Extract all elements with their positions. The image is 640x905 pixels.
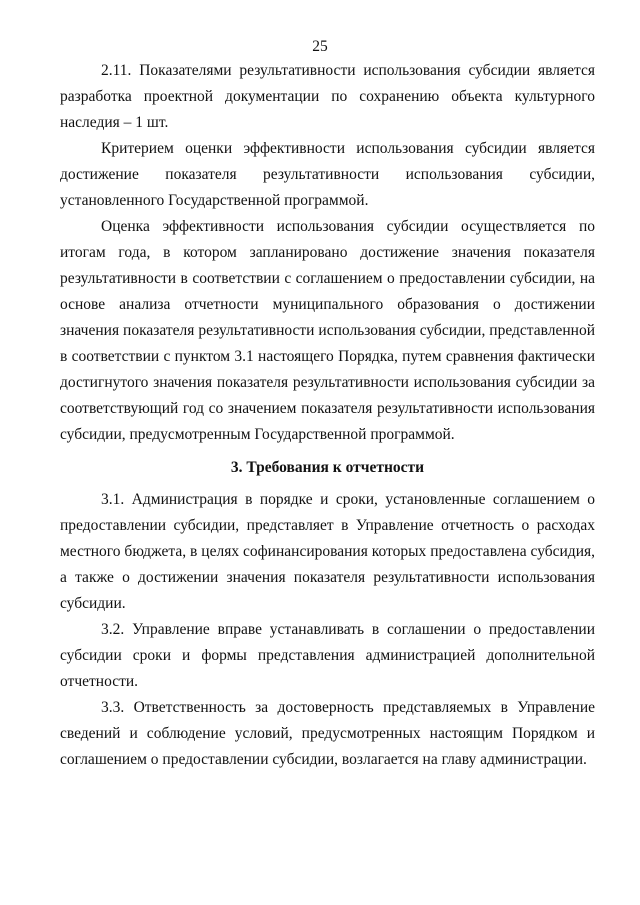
paragraph-evaluation-procedure: Оценка эффективности использования субсидии осуществляется по итогам года, в котором запланировано достижение значения показателя результативности в соответствии с соглашением о предоставлении субсидии, на основе анализа отчетности муниципального образования о достижении значения показателя результативности использования субсидии, представленной в соответствии с пунктом 3.1 настоящего Порядка, путем сравнения фактически достигнутого значения показателя результативности использования субсидии за соответствующий год со значением показателя результативности использования субсидии, предусмотренным Государственной программой. (60, 218, 595, 443)
paragraph-2-11: 2.11. Показателями результативности использования субсидии является разработка проектной документации по сохранению объекта культурного наследия – 1 шт. (60, 62, 595, 131)
page-number: 25 (312, 38, 328, 55)
paragraph-3-1: 3.1. Администрация в порядке и сроки, установленные соглашением о предоставлении субсидии, представляет в Управление отчетность о расходах местного бюджета, в целях софинансирования которых предоставлена субсидия, а также о достижении значения показателя результативности использования субсидии. (60, 491, 595, 612)
section-heading-reporting: 3. Требования к отчетности (230, 459, 425, 476)
paragraph-evaluation-criterion: Критерием оценки эффективности использования субсидии является достижение показателя результативности использования субсидии, установленного Государственной программой. (60, 140, 595, 209)
paragraph-3-3: 3.3. Ответственность за достоверность представляемых в Управление сведений и соблюдение условий, предусмотренных настоящим Порядком и соглашением о предоставлении субсидии, возлагается на главу администрации. (60, 699, 595, 768)
paragraph-3-2: 3.2. Управление вправе устанавливать в соглашении о предоставлении субсидии сроки и формы представления администрацией дополнительной отчетности. (60, 621, 595, 690)
document-body (60, 58, 595, 773)
